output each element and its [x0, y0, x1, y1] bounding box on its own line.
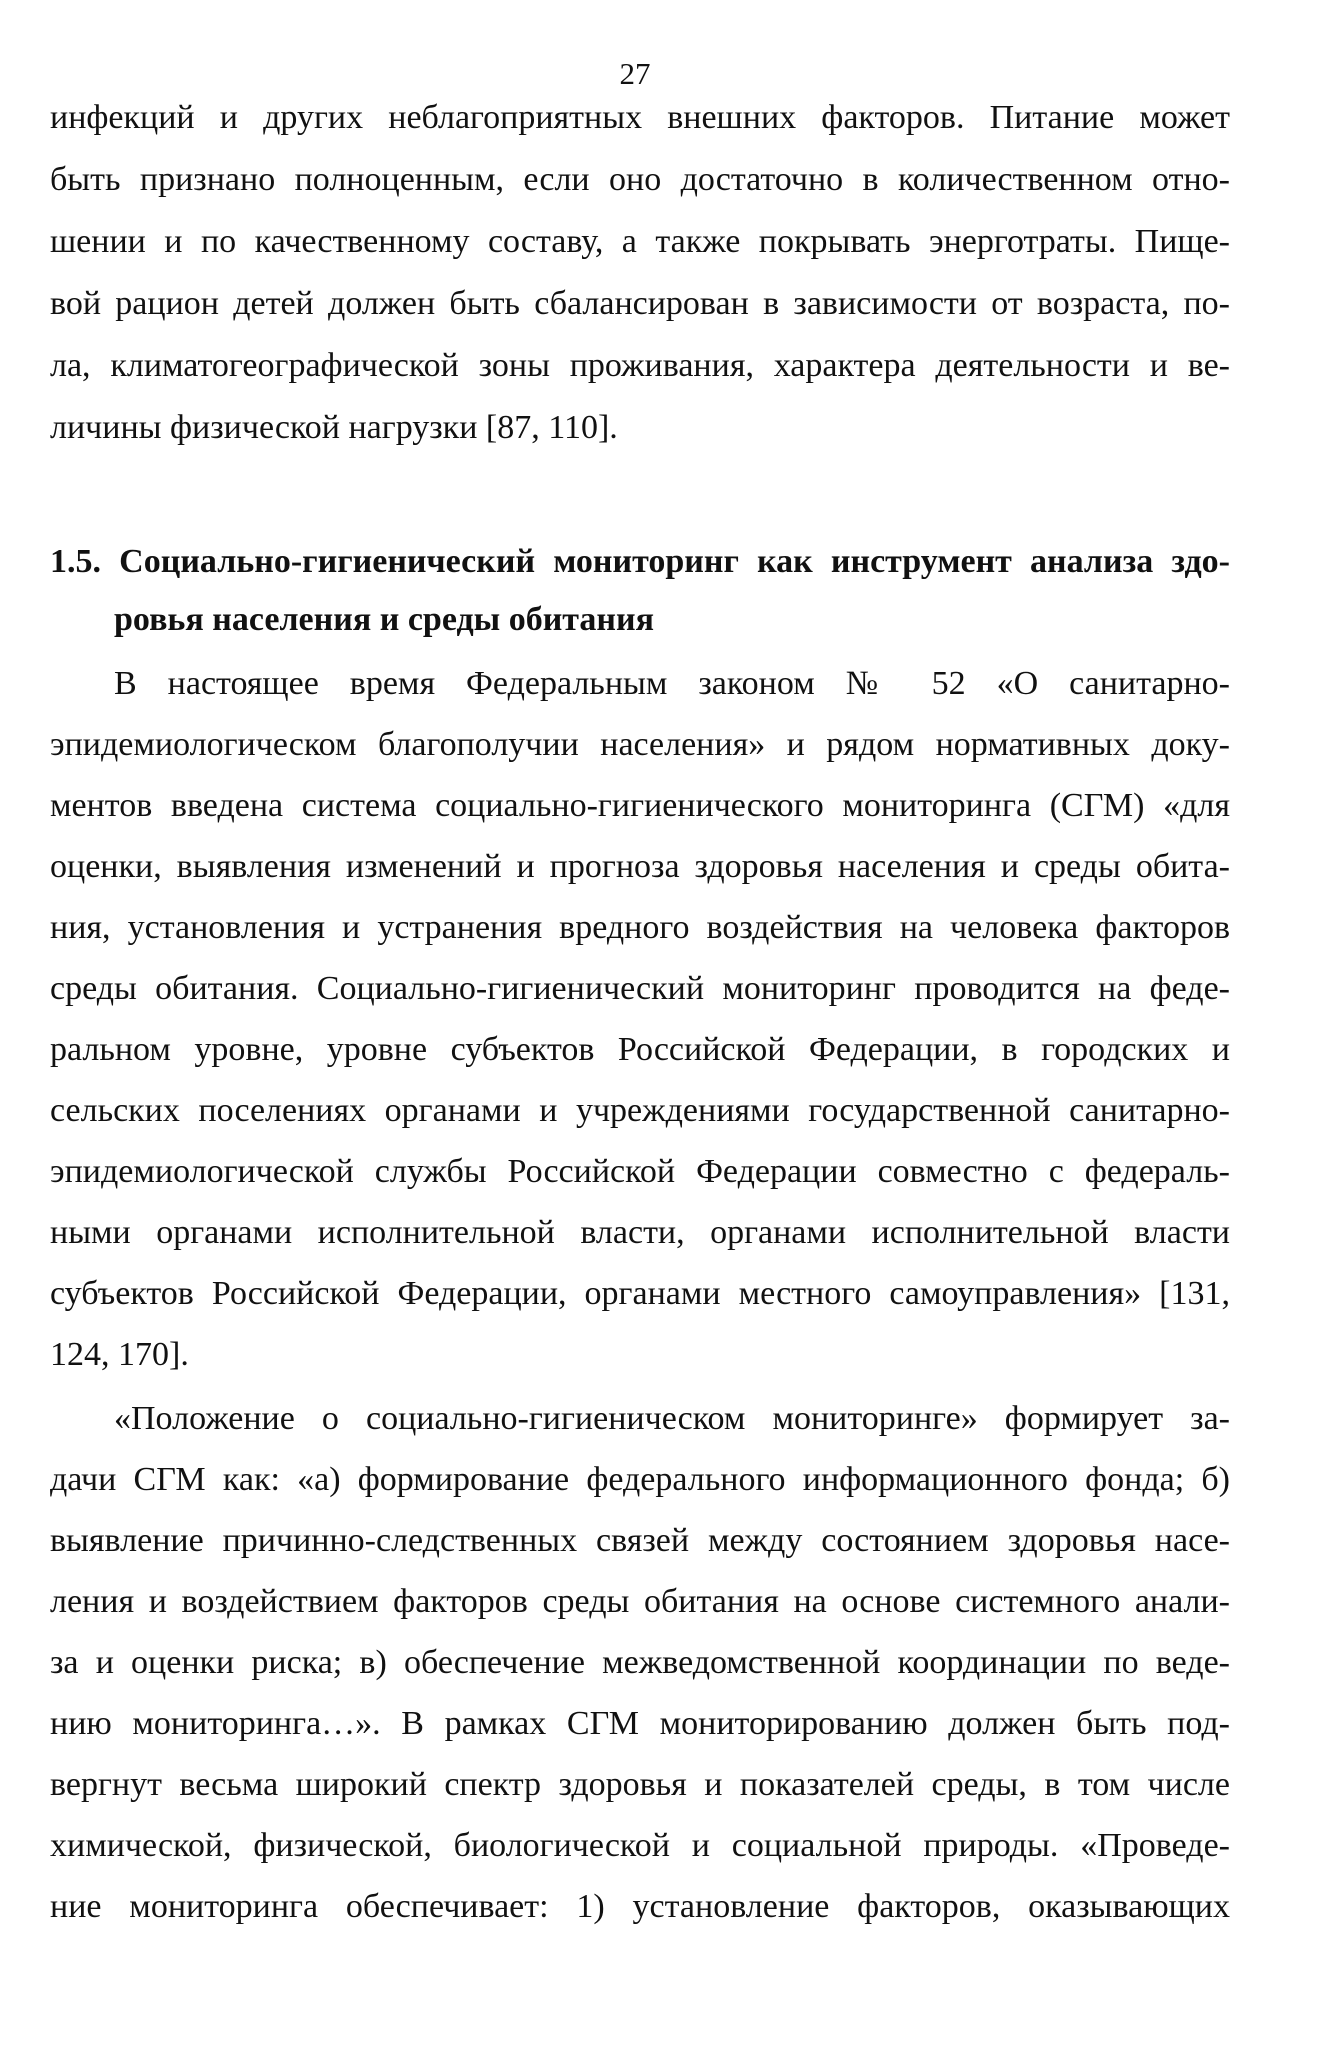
page-number: 27 [619, 56, 651, 91]
text-line: сельских поселениях органами и учреждениями государственной санитарно- [50, 1092, 1230, 1129]
text-line: ными органами исполнительной власти, органами исполнительной власти [50, 1214, 1230, 1251]
text-line: ментов введена система социально-гигиенического мониторинга (СГМ) «для [50, 787, 1230, 824]
text-line: быть признано полноценным, если оно достаточно в количественном отно- [50, 161, 1230, 198]
text-line: ния, установления и устранения вредного воздействия на человека факторов [50, 909, 1230, 946]
text-line: субъектов Российской Федерации, органами местного самоуправления» [131, [50, 1275, 1230, 1312]
text-line: ла, климатогеографической зоны проживания, характера деятельности и ве- [50, 347, 1230, 384]
text-line: «Положение о социально-гигиеническом мониторинге» формирует за- [114, 1400, 1230, 1437]
text-line: среды обитания. Социально-гигиенический мониторинг проводится на феде- [50, 970, 1230, 1007]
text-line: личины физической нагрузки [87, 110]. [50, 409, 618, 446]
text-line: вергнут весьма широкий спектр здоровья и показателей среды, в том числе [50, 1766, 1230, 1803]
section-heading-line: 1.5. Социально-гигиенический мониторинг как инструмент анализа здо- [50, 543, 1230, 580]
text-line: оценки, выявления изменений и прогноза здоровья населения и среды обита- [50, 848, 1230, 885]
text-line: вой рацион детей должен быть сбалансирован в зависимости от возраста, по- [50, 285, 1230, 322]
text-line: инфекций и других неблагоприятных внешних факторов. Питание может [50, 99, 1230, 136]
text-line: эпидемиологическом благополучии населения» и рядом нормативных доку- [50, 726, 1230, 763]
text-line: за и оценки риска; в) обеспечение межведомственной координации по веде- [50, 1644, 1230, 1681]
text-line: 124, 170]. [50, 1336, 189, 1373]
text-line: дачи СГМ как: «а) формирование федерального информационного фонда; б) [50, 1461, 1230, 1498]
text-line: шении и по качественному составу, а также покрывать энерготраты. Пище- [50, 223, 1230, 260]
text-line: ления и воздействием факторов среды обитания на основе системного анали- [50, 1583, 1230, 1620]
text-line: нию мониторинга…». В рамках СГМ мониторированию должен быть под- [50, 1705, 1230, 1742]
text-line: химической, физической, биологической и социальной природы. «Проведе- [50, 1827, 1230, 1864]
text-line: В настоящее время Федеральным законом № 52 «О санитарно- [114, 665, 1230, 702]
text-line: ние мониторинга обеспечивает: 1) установление факторов, оказывающих [50, 1888, 1230, 1925]
text-line: выявление причинно-следственных связей между состоянием здоровья насе- [50, 1522, 1230, 1559]
text-line: эпидемиологической службы Российской Федерации совместно с федераль- [50, 1153, 1230, 1190]
text-line: ральном уровне, уровне субъектов Российской Федерации, в городских и [50, 1031, 1230, 1068]
section-heading-line: ровья населения и среды обитания [114, 601, 654, 638]
